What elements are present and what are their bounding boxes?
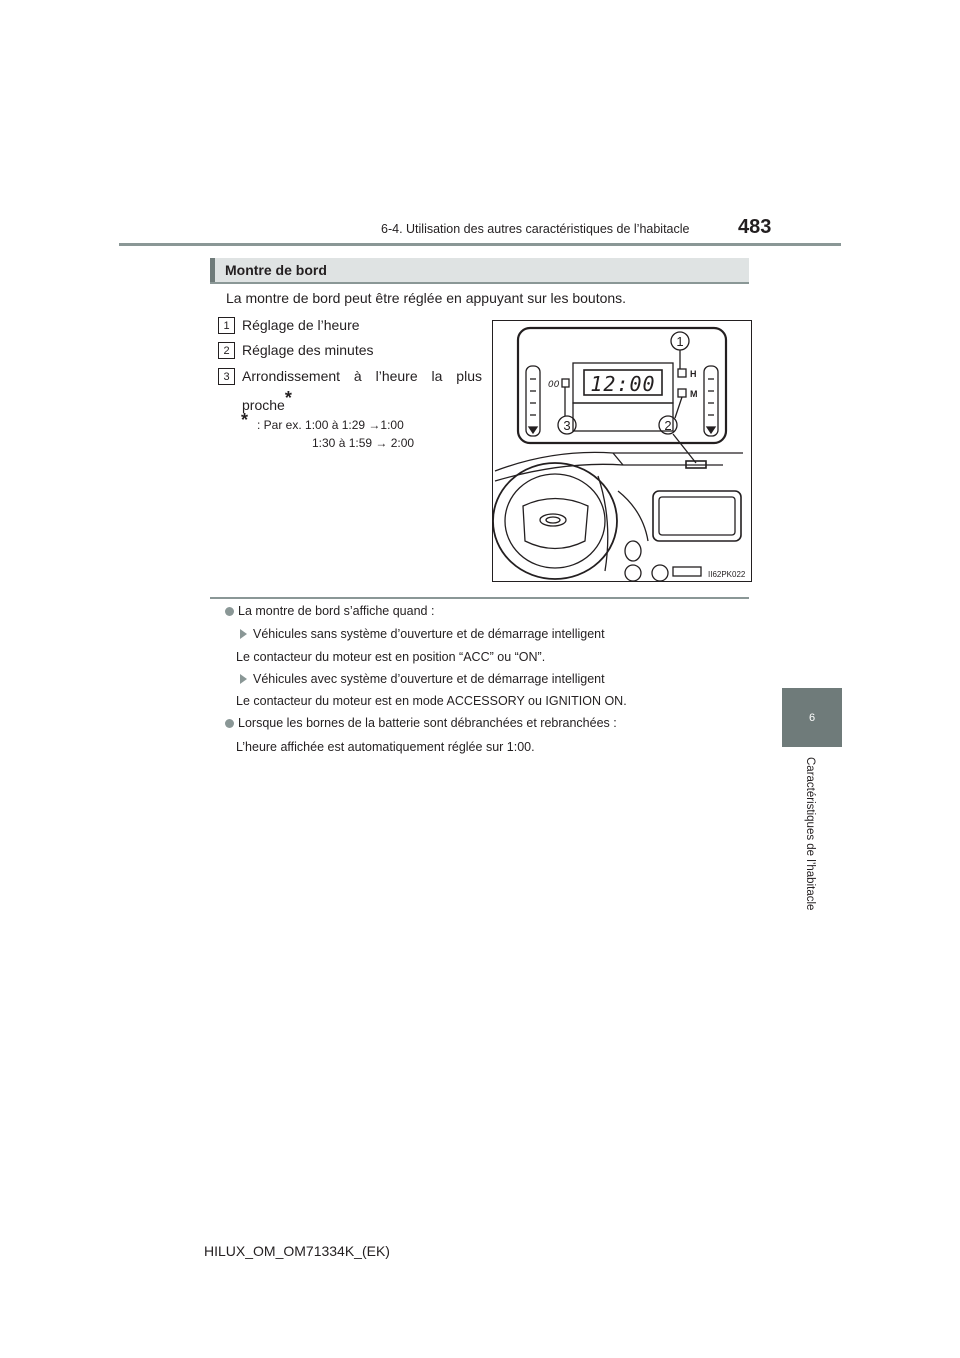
note-text-7: L’heure affichée est automatiquement réglée sur 1:00. (236, 740, 535, 754)
item-label-3-line2 (242, 388, 292, 413)
figure-id: II62PK022 (708, 570, 746, 579)
heading-accent (210, 258, 215, 282)
clock-illustration (492, 320, 752, 582)
page-number: 483 (738, 216, 772, 238)
footnote-line-2: 1:30 à 1:59 → 2:00 (312, 436, 415, 450)
document-code: HILUX_OM_OM71334K_(EK) (204, 1243, 390, 1259)
arrow-right-icon (240, 629, 247, 639)
note-bullet-1 (225, 604, 434, 618)
note-bullet-2 (225, 716, 617, 730)
note-arrow-2 (240, 672, 605, 686)
button-h-label: H (690, 369, 697, 379)
item-label-3-line1: Arrondissement à l’heure la plus (242, 368, 482, 384)
section-heading-bar (210, 258, 749, 284)
section-heading: Montre de bord (225, 262, 327, 278)
svg-text:00: 00 (548, 380, 560, 390)
item-number-1: 1 (218, 317, 235, 334)
arrow-right-icon (240, 674, 247, 684)
bullet-dot-icon (225, 719, 234, 728)
chapter-tab (782, 688, 842, 747)
item-label-3-word: proche (242, 397, 285, 413)
intro-text: La montre de bord peut être réglée en appuyant sur les boutons. (226, 290, 627, 306)
header-rule (119, 243, 841, 246)
item-label-2: Réglage des minutes (242, 342, 374, 358)
section-title: 6-4. Utilisation des autres caractéristiques de l’habitacle (381, 222, 690, 236)
callout-2: 2 (664, 418, 672, 433)
note-arrow-1 (240, 627, 605, 641)
button-m-label: M (690, 389, 698, 399)
bullet-dot-icon (225, 607, 234, 616)
note-text-6: Lorsque les bornes de la batterie sont débranchées et rebranchées : (238, 716, 617, 730)
notes-rule (210, 597, 749, 599)
callout-3: 3 (563, 418, 571, 433)
item-number-2: 2 (218, 342, 235, 359)
footnote-star: * (241, 410, 249, 430)
note-text-5: Le contacteur du moteur est en mode ACCESSORY ou IGNITION ON. (236, 694, 627, 708)
note-text-1: La montre de bord s’affiche quand : (238, 604, 435, 618)
dashboard-drawing (493, 321, 751, 581)
note-text-3: Le contacteur du moteur est en position “ACC” ou “ON”. (236, 650, 546, 664)
clock-display: 12:00 (590, 372, 656, 396)
chapter-label: Caractéristiques de l’habitacle (804, 757, 816, 911)
item-number-3: 3 (218, 368, 235, 385)
note-text-4: Véhicules avec système d’ouverture et de démarrage intelligent (253, 672, 605, 686)
footnote-mark: * (284, 388, 292, 408)
footnote-line-1: : Par ex. 1:00 à 1:29 →1:00 (257, 418, 404, 432)
callout-1: 1 (676, 334, 684, 349)
chapter-number: 6 (808, 711, 816, 724)
item-label-1: Réglage de l’heure (242, 317, 360, 333)
note-text-2: Véhicules sans système d’ouverture et de démarrage intelligent (253, 627, 605, 641)
